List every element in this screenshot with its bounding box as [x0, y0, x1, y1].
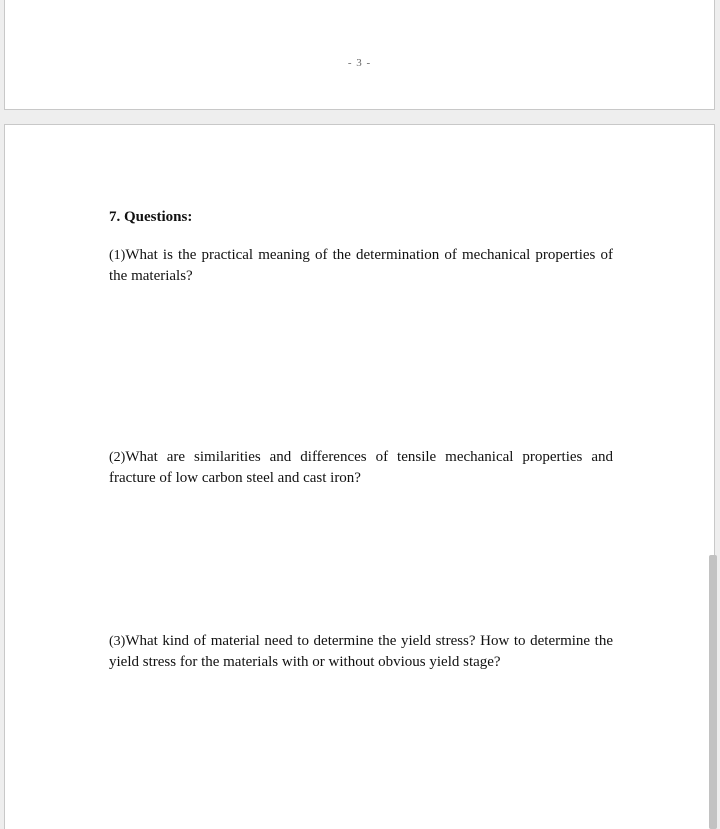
question-1-number: (1): [109, 248, 126, 263]
question-3: [109, 631, 613, 672]
question-3-number: (3): [109, 634, 126, 649]
section-heading: 7. Questions:: [109, 209, 193, 225]
question-1-text: What is the practical meaning of the determination of mechanical properties of the materials?: [109, 247, 613, 284]
question-2-number: (2): [109, 450, 126, 465]
question-2: [109, 447, 613, 488]
question-2-text: What are similarities and differences of tensile mechanical properties and fracture of low carbon steel and cast iron?: [109, 449, 613, 486]
previous-page: [4, 0, 715, 110]
question-1: [109, 245, 613, 286]
question-3-text: What kind of material need to determine the yield stress? How to determine the yield stress for the materials with or without obvious yield stage?: [109, 633, 613, 670]
current-page: [4, 124, 715, 829]
scrollbar-thumb[interactable]: [709, 555, 717, 829]
page-content: [109, 207, 613, 670]
page-number: - 3 -: [347, 57, 372, 69]
